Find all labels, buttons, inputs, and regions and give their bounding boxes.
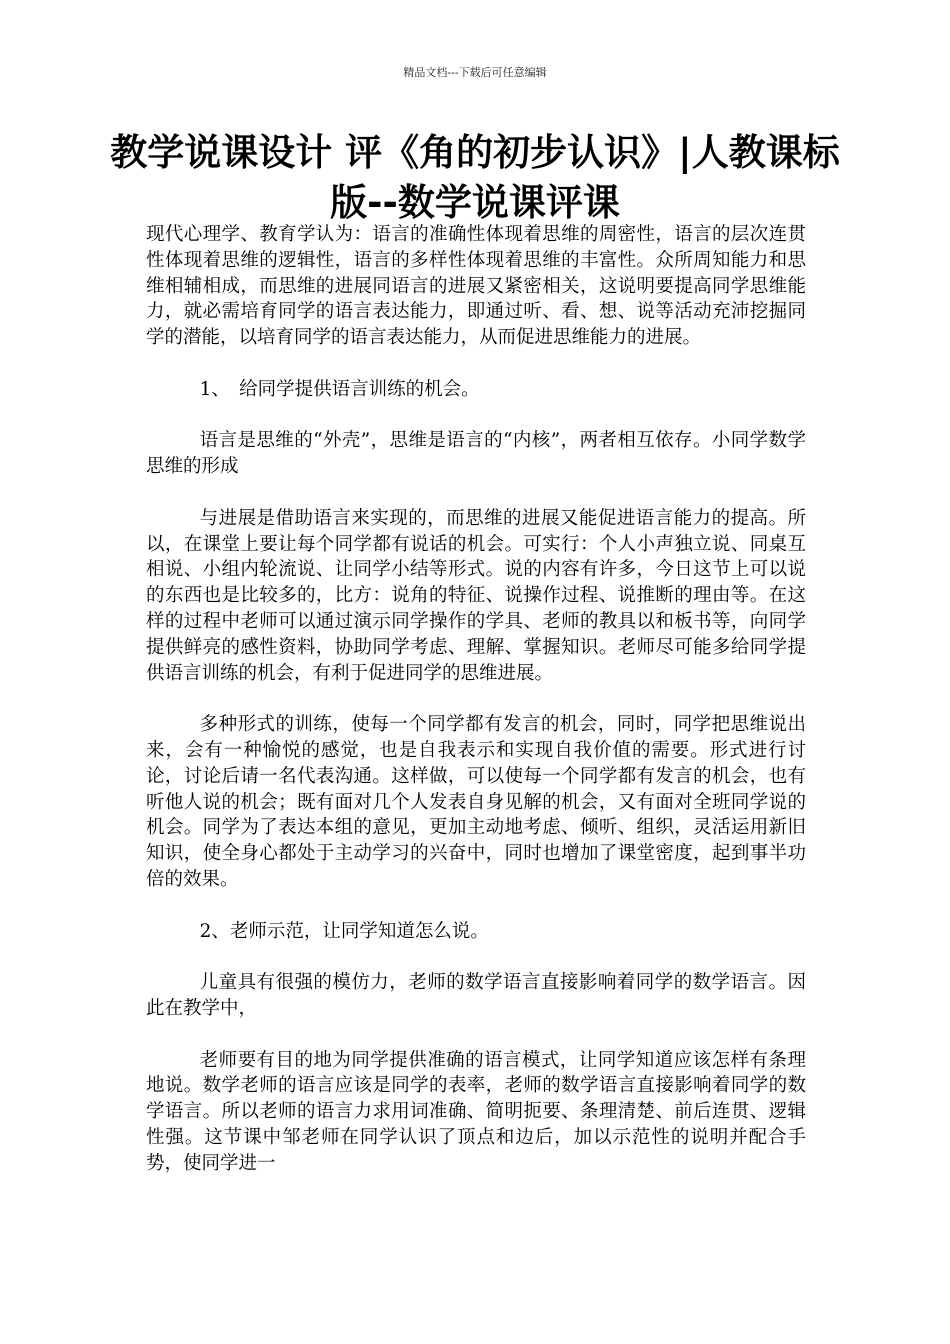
- paragraph: 儿童具有很强的模仿力，老师的数学语言直接影响着同学的数学语言。因此在教学中，: [146, 972, 806, 1019]
- paragraph-intro: 现代心理学、教育学认为：语言的准确性体现着思维的周密性，语言的层次连贯性体现着思维的逻辑性，语言的多样性体现着思维的丰富性。众所周知能力和思维相辅相成，而思维的进展同语言的进展又紧密相关，这说明要提高同学思维能力，就必需培育同学的语言表达能力，即通过听、看、想、说等活动充沛挖掘同学的潜能，以培育同学的语言表达能力，从而促进思维能力的进展。: [146, 224, 806, 349]
- paragraph: 语言是思维的“外壳”，思维是语言的“内核”，两者相互依存。小同学数学思维的形成: [146, 430, 806, 478]
- paragraph: 多种形式的训练，使每一个同学都有发言的机会，同时，同学把思维说出来，会有一种愉悦的感觉，也是自我表示和实现自我价值的需要。形式进行讨论，讨论后请一名代表沟通。这样做，可以使每一个同学都有发言的机会，也有听他人说的机会；既有面对几个人发表自身见解的机会，又有面对全班同学说的机会。同学为了表达本组的意见，更加主动地考虑、倾听、组织，灵活运用新旧知识，使全身心都处于主动学习的兴奋中，同时也增加了课堂密度，起到事半功倍的效果。: [146, 714, 806, 890]
- paragraph: 与进展是借助语言来实现的，而思维的进展又能促进语言能力的提高。所以，在课堂上要让每个同学都有说话的机会。可实行：个人小声独立说、同桌互相说、小组内轮流说、让同学小结等形式。说的内容有许多，今日这节上可以说的东西也是比较多的，比方：说角的特征、说操作过程、说推断的理由等。在这样的过程中老师可以通过演示同学操作的学具、老师的教具以和板书等，向同学提供鲜亮的感性资料，协助同学考虑、理解、掌握知识。老师尽可能多给同学提供语言训练的机会，有利于促进同学的思维进展。: [146, 507, 806, 684]
- document-title: 教学说课设计 评《角的初步认识》|人教课标版--数学说课评课: [110, 131, 840, 224]
- section-heading-2: 2、老师示范，让同学知道怎么说。: [199, 920, 489, 942]
- paragraph: 老师要有目的地为同学提供准确的语言模式，让同学知道应该怎样有条理地说。数学老师的语言应该是同学的表率，老师的数学语言直接影响着同学的数学语言。所以老师的语言力求用词准确、简明扼要、条理清楚、前后连贯、逻辑性强。这节课中邹老师在同学认识了顶点和边后，加以示范性的说明并配合手势，使同学进一: [146, 1049, 806, 1174]
- section-heading-1: 1、 给同学提供语言训练的机会。: [199, 378, 480, 400]
- document-body: [146, 222, 806, 1202]
- page-header-note: 精品文档---下载后可任意编辑: [403, 66, 547, 79]
